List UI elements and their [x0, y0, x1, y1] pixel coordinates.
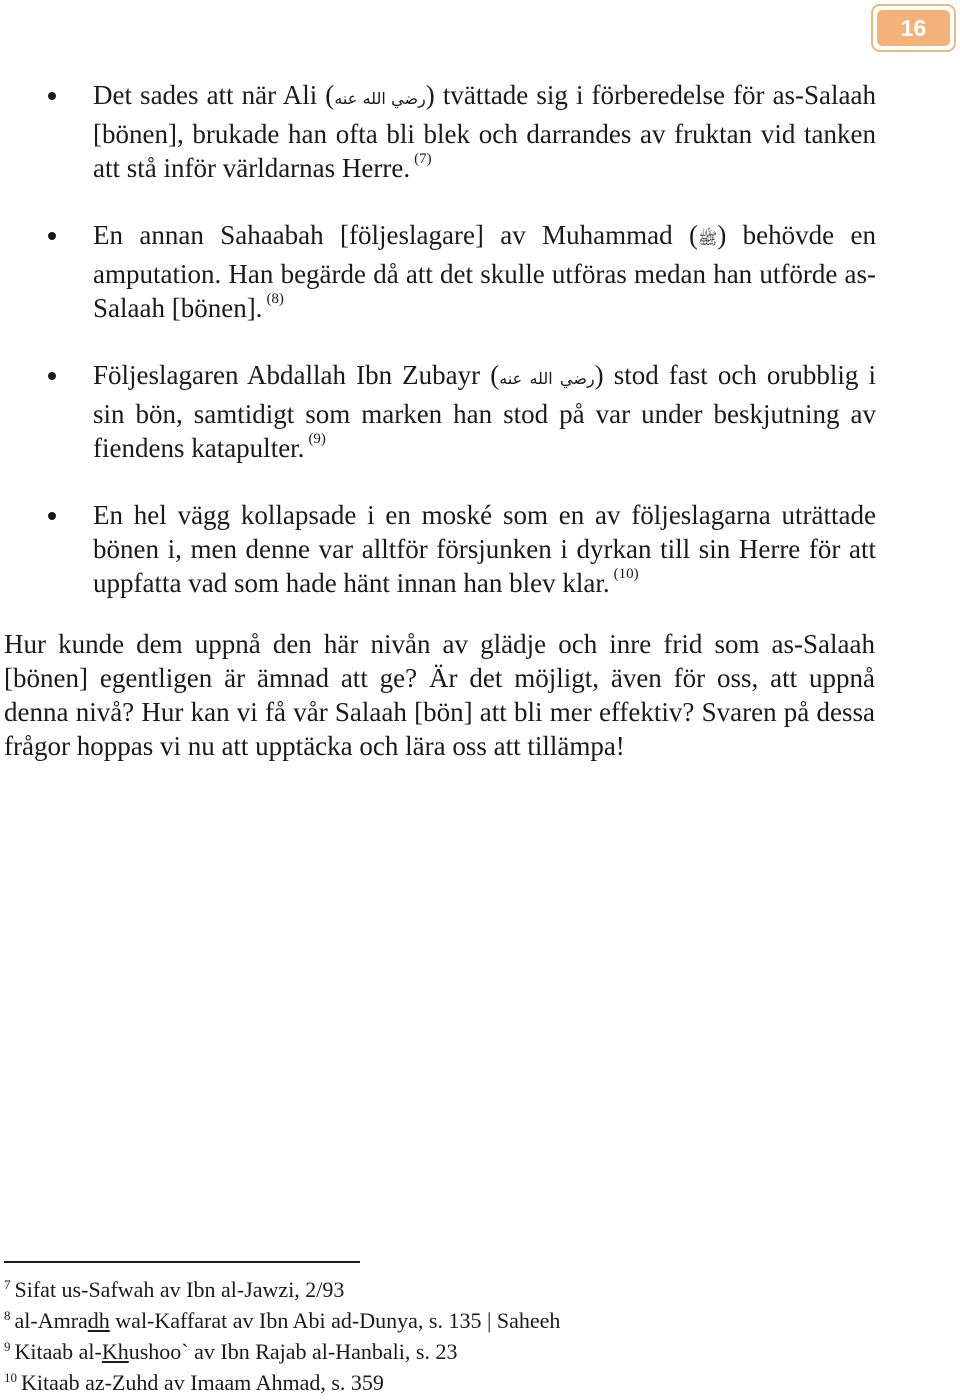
- bullet-dot-icon: [48, 92, 56, 100]
- bullet-text-start: Det sades att när Ali (: [93, 80, 335, 110]
- footnote-text-underlined: Kh: [101, 1339, 129, 1364]
- footnote: [4, 1307, 904, 1338]
- bullet-list: [0, 78, 960, 633]
- body-paragraph: Hur kunde dem uppnå den här nivån av glädje och inre frid som as-Salaah [bönen] egentligen är ämnad att ge? Är det möjligt, även för oss, att uppnå denna nivå? Hur kan vi få vår Salaah [bön] att bli mer effektiv? Svaren på dessa frågor hoppas vi nu att upptäcka och lära oss att tillämpa!: [4, 629, 875, 761]
- footnote-number: 8: [4, 1308, 11, 1323]
- reference-marker: (9): [308, 431, 326, 447]
- bullet-text-end: ) behövde en amputation. Han begärde då att det skulle utföras medan han utförde as-Salaah [bönen].: [93, 220, 876, 323]
- footnote-number: 7: [4, 1277, 11, 1292]
- bullet-text-end: ) tvättade sig i förberedelse för as-Salaah [bönen], brukade han ofta bli blek och darrandes av fruktan vid tanken att stå inför världarnas Herre.: [93, 80, 877, 183]
- reference-marker: (10): [613, 566, 639, 582]
- footnote-text: Kitaab az-Zuhd av Imaam Ahmad, s. 359: [21, 1370, 384, 1395]
- footnote-divider: [4, 1261, 360, 1263]
- bullet-dot-icon: [48, 372, 56, 380]
- bullet-text-start: Följeslagaren Abdallah Ibn Zubayr (: [93, 360, 500, 390]
- footnote: [4, 1276, 904, 1307]
- bullet-item: [0, 78, 960, 185]
- bullet-item: [0, 218, 960, 325]
- reference-marker: (8): [266, 291, 284, 307]
- honorific-mark: ﷺ: [697, 231, 718, 248]
- bullet-text-start: En hel vägg kollapsade i en moské som en av följeslagarna uträttade bönen i, men denne var alltför försjunken i dyrkan till sin Herre för att uppfatta vad som hade hänt innan han blev klar.: [93, 500, 876, 598]
- bullet-dot-icon: [48, 232, 56, 240]
- footnote-text: wal-Kaffarat av Ibn Abi ad-Dunya, s. 135 | Saheeh: [109, 1308, 561, 1333]
- footnote-text: Kitaab al-: [14, 1339, 102, 1364]
- footnote-number: 9: [4, 1339, 11, 1354]
- page-number-badge: [871, 4, 956, 52]
- bullet-text-end: ) stod fast och orubblig i sin bön, samtidigt som marken han stod på var under beskjutning av fiendens katapulter.: [93, 360, 877, 463]
- bullet-dot-icon: [48, 512, 56, 520]
- footnote-text-underlined: dh: [87, 1308, 110, 1333]
- footnote: [4, 1338, 904, 1369]
- honorific-mark: رضي الله عنه: [499, 371, 595, 388]
- page-number: 16: [877, 10, 950, 46]
- footnote-list: [4, 1276, 904, 1400]
- footnote-number: 10: [4, 1370, 17, 1385]
- reference-marker: (7): [414, 151, 432, 167]
- footnote-text: Sifat us-Safwah av Ibn al-Jawzi, 2/93: [14, 1277, 345, 1302]
- footnote: [4, 1369, 904, 1400]
- footnote-text: al-Amra: [14, 1308, 88, 1333]
- bullet-text-start: En annan Sahaabah [följeslagare] av Muhammad (: [93, 220, 698, 250]
- footnote-text: ushoo` av Ibn Rajab al-Hanbali, s. 23: [128, 1339, 458, 1364]
- honorific-mark: رضي الله عنه: [334, 91, 426, 108]
- bullet-item: [0, 358, 960, 465]
- bullet-item: [0, 498, 960, 600]
